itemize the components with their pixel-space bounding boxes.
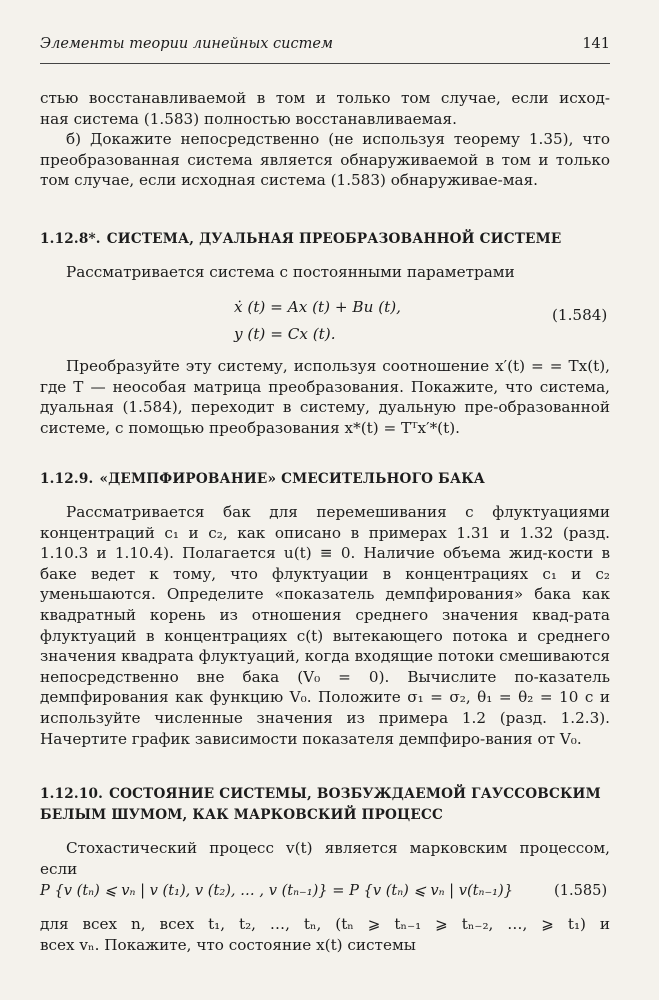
section-intro: Стохастический процесс v(t) является марковским процессом, если xyxy=(40,839,610,878)
section-title: СОСТОЯНИЕ СИСТЕМЫ, ВОЗБУЖДАЕМОЙ ГАУССОВСКИМ xyxy=(109,786,601,802)
section-number: 1.12.8*. xyxy=(40,231,101,247)
text-line: ная система (1.583) полностью восстанавливаемая. xyxy=(40,109,457,128)
equation-line: y (t) = Cx (t). xyxy=(234,325,336,343)
paragraph-b: б) Докажите непосредственно (не используя теорему 1.35), что преобразованная система является обнаруживаемой в том и только том случае, если исходная система (1.583) обнаруживае-мая. xyxy=(40,130,610,190)
section-heading xyxy=(40,229,610,250)
header-rule xyxy=(40,63,610,64)
equation-number: (1.585) xyxy=(554,882,608,899)
equation-line: P {v (tₙ) ⩽ vₙ | v (t₁), v (t₂), … , v (tₙ₋₁)} = P {v (tₙ) ⩽ vₙ | v(tₙ₋₁)} xyxy=(40,882,513,899)
section-title-continued: БЕЛЫМ ШУМОМ, КАК МАРКОВСКИЙ ПРОЦЕСС xyxy=(40,806,443,823)
running-header xyxy=(40,36,610,58)
section-number: 1.12.10. xyxy=(40,786,104,802)
section-intro: Рассматривается система с постоянными параметрами xyxy=(66,263,515,281)
section-number: 1.12.9. xyxy=(40,471,94,487)
section-heading xyxy=(40,784,610,825)
running-title: Элементы теории линейных систем xyxy=(40,36,333,52)
continuation-text xyxy=(40,88,610,191)
equation-line: ẋ (t) = Ax (t) + Bu (t), xyxy=(234,298,401,316)
equation-number: (1.584) xyxy=(552,306,608,324)
section-title: «ДЕМПФИРОВАНИЕ» СМЕСИТЕЛЬНОГО БАКА xyxy=(99,471,486,487)
text-line: для всех n, всех t₁, t₂, …, tₙ, (tₙ ⩾ tₙ₋₁ ⩾ tₙ₋₂, …, ⩾ t₁) и xyxy=(40,915,610,933)
section-body xyxy=(40,914,610,955)
section-heading xyxy=(40,469,610,490)
section-body: Рассматривается бак для перемешивания с флуктуациями концентраций c₁ и c₂, как описано в примерах 1.31 и 1.32 (разд. 1.10.3 и 1.10.4). Полагается u(t) ≡ 0. Наличие объема жид-кости в баке ведет к тому, что флуктуации в концентрациях c₁ и c₂ уменьшаются. Определите «показатель демпфирования» бака как квадратный корень из отношения среднего значения квад-рата флуктуаций в концентрациях c(t) вытекающего потока и среднего значения квадрата флуктуаций, когда входящие потоки смешиваются непосредственно вне бака (V₀ = 0). Вычислите по-казатель демпфирования как функцию V₀. Положите σ₁ = σ₂, θ₁ = θ₂ = 10 с и используйте численные значения из примера 1.2 (разд. 1.2.3). Начертите график зависимости показателя демпфиро-вания от V₀. xyxy=(40,503,610,748)
text-line: стью восстанавливаемой в том и только том случае, если исход- xyxy=(40,89,610,107)
section-body: Преобразуйте эту систему, используя соотношение x′(t) = = Tx(t), где T — неособая матрица преобразования. Покажите, что система, дуальная (1.584), переходит в систему, дуальную пре-образованной системе, с помощью преобразования x*(t) = Tᵀx′*(t). xyxy=(40,357,610,437)
page-number: 141 xyxy=(582,36,610,52)
section-title: СИСТЕМА, ДУАЛЬНАЯ ПРЕОБРАЗОВАННОЙ СИСТЕМЕ xyxy=(106,231,562,247)
text-line: всех vₙ. Покажите, что состояние x(t) системы xyxy=(40,935,416,954)
